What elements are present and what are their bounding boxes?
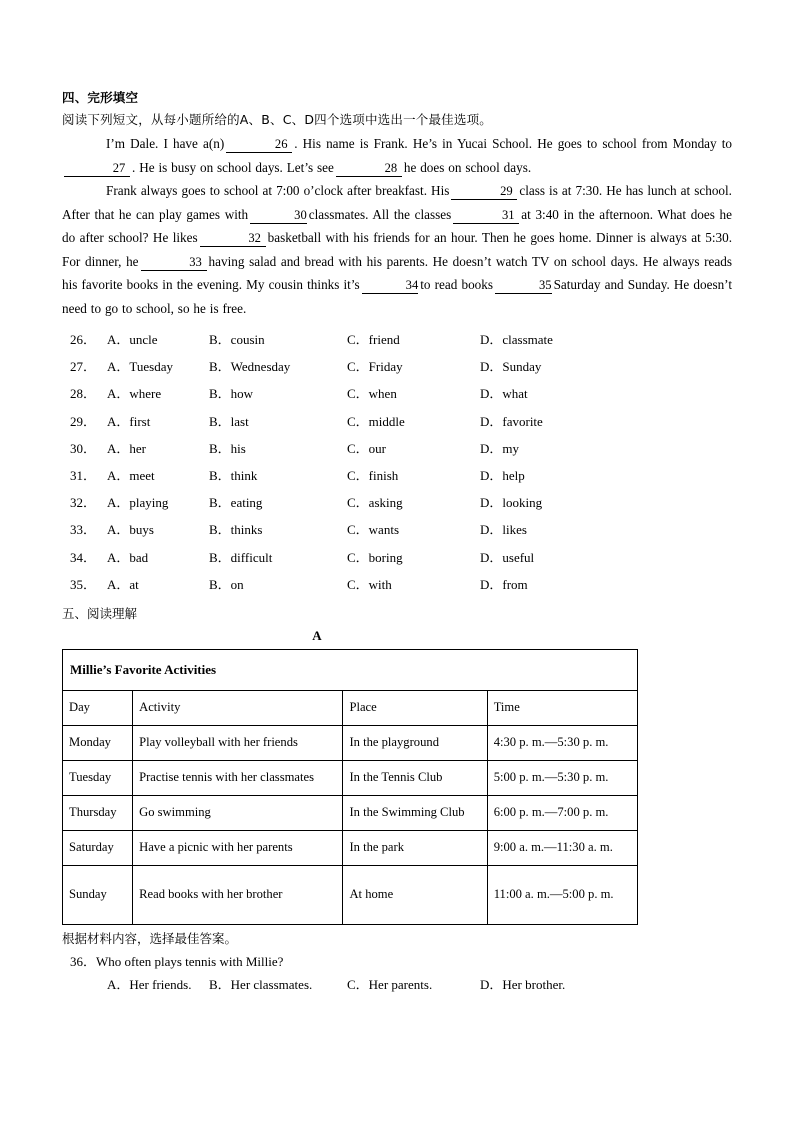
table-cell: In the Tennis Club bbox=[343, 760, 487, 795]
blank-33[interactable]: 33 bbox=[141, 254, 207, 271]
cloze-option-b[interactable]: B．how bbox=[209, 386, 254, 402]
passage-text: Saturday and Sunday. He doesn’t need to go to school, so he is free. bbox=[62, 277, 733, 316]
cloze-option-a[interactable]: A．Tuesday bbox=[107, 359, 173, 375]
passage-text: class is at 7:30. He has lunch at school. After that he can play games with bbox=[62, 183, 732, 222]
table-cell: Tuesday bbox=[63, 760, 133, 795]
cloze-option-d[interactable]: D．classmate bbox=[480, 332, 553, 347]
table-cell: Saturday bbox=[63, 830, 133, 865]
question-36-option-c[interactable]: C．Her parents. bbox=[347, 976, 433, 992]
cloze-option-a[interactable]: A．bad bbox=[107, 549, 149, 565]
page-content bbox=[62, 88, 732, 998]
cloze-question-number: 28． bbox=[70, 386, 97, 402]
cloze-option-c[interactable]: C．when bbox=[347, 386, 397, 402]
blank-31[interactable]: 31 bbox=[453, 207, 519, 224]
cloze-question-number: 33． bbox=[70, 522, 97, 538]
cloze-question-row bbox=[62, 519, 732, 546]
cloze-option-b[interactable]: B．on bbox=[209, 576, 244, 592]
cloze-option-d[interactable]: D．what bbox=[480, 386, 528, 402]
cloze-option-c[interactable]: C．with bbox=[347, 576, 392, 592]
cloze-option-a[interactable]: A．where bbox=[107, 386, 162, 402]
table-row bbox=[63, 760, 638, 795]
question-36-option-d[interactable]: D．Her brother. bbox=[480, 976, 566, 992]
blank-28[interactable]: 28 bbox=[336, 160, 402, 177]
passage-text: to read books bbox=[420, 277, 493, 292]
cloze-question-number: 34． bbox=[70, 549, 97, 565]
cloze-option-c[interactable]: C．Friday bbox=[347, 359, 403, 375]
cloze-option-a[interactable]: A．playing bbox=[107, 495, 169, 511]
table-cell: At home bbox=[343, 865, 487, 924]
cloze-paragraph-1 bbox=[62, 132, 732, 179]
table-cell: In the playground bbox=[343, 725, 487, 760]
cloze-option-b[interactable]: B．difficult bbox=[209, 549, 273, 565]
passage-text: Frank always goes to school at 7:00 o’clock after breakfast. His bbox=[106, 183, 450, 198]
passage-letter-label: A bbox=[312, 627, 322, 643]
table-cell: Monday bbox=[63, 725, 133, 760]
cloze-option-a[interactable]: A．uncle bbox=[107, 332, 158, 347]
cloze-question-row bbox=[62, 492, 732, 519]
cloze-options-list bbox=[62, 329, 732, 601]
table-column-header: Day bbox=[63, 690, 133, 725]
cloze-option-c[interactable]: C．wants bbox=[347, 522, 400, 538]
passage-text: basketball with his friends for an hour. Then he goes home. Dinner is always at 5:30. For dinner, he bbox=[62, 230, 732, 269]
cloze-question-row bbox=[62, 465, 732, 492]
cloze-option-a[interactable]: A．at bbox=[107, 576, 139, 592]
cloze-option-c[interactable]: C．asking bbox=[347, 495, 403, 511]
cloze-option-d[interactable]: D．Sunday bbox=[480, 359, 542, 375]
cloze-option-c[interactable]: C．middle bbox=[347, 413, 405, 429]
question-36-options bbox=[62, 974, 732, 998]
table-row bbox=[63, 725, 638, 760]
cloze-option-c[interactable]: C．boring bbox=[347, 549, 403, 565]
cloze-option-a[interactable]: A．first bbox=[107, 413, 151, 429]
passage-text: . He is busy on school days. Let’s see bbox=[132, 159, 334, 175]
table-cell: 4:30 p. m.—5:30 p. m. bbox=[487, 725, 637, 760]
cloze-question-number: 32． bbox=[70, 495, 97, 511]
cloze-question-row bbox=[62, 411, 732, 438]
table-column-header: Place bbox=[343, 690, 487, 725]
table-cell: Thursday bbox=[63, 795, 133, 830]
table-cell: Play volleyball with her friends bbox=[133, 725, 343, 760]
blank-29[interactable]: 29 bbox=[451, 183, 517, 200]
cloze-instruction: 阅读下列短文，从每小题所给的A、B、C、D四个选项中选出一个最佳选项。 bbox=[62, 112, 492, 127]
passage-text: he does on school days. bbox=[403, 159, 532, 175]
table-column-header: Time bbox=[487, 690, 637, 725]
cloze-question-number: 27． bbox=[70, 359, 97, 375]
cloze-option-a[interactable]: A．meet bbox=[107, 467, 155, 483]
cloze-option-d[interactable]: D．help bbox=[480, 467, 525, 483]
cloze-question-number: 35． bbox=[70, 576, 97, 592]
cloze-question-row bbox=[62, 383, 732, 410]
cloze-passage bbox=[62, 132, 732, 320]
cloze-option-b[interactable]: B．last bbox=[209, 413, 249, 429]
blank-26[interactable]: 26 bbox=[226, 136, 292, 153]
blank-35[interactable]: 35 bbox=[495, 277, 552, 294]
cloze-option-c[interactable]: C．friend bbox=[347, 332, 400, 347]
cloze-option-c[interactable]: C．our bbox=[347, 440, 387, 456]
cloze-option-b[interactable]: B．his bbox=[209, 440, 246, 456]
reading-instruction: 根据材料内容，选择最佳答案。 bbox=[62, 930, 238, 946]
passage-text: I’m Dale. I have a(n) bbox=[106, 136, 225, 151]
cloze-section-heading: 四、完形填空 bbox=[62, 90, 139, 105]
passage-text: having salad and bread with his parents. He doesn’t watch TV on school days. He always reads his favorite books in the evening. My cousin thinks it’s bbox=[62, 253, 732, 292]
table-cell: Sunday bbox=[63, 865, 133, 924]
table-cell: Practise tennis with her classmates bbox=[133, 760, 343, 795]
cloze-option-b[interactable]: B．cousin bbox=[209, 332, 265, 347]
question-36-option-a[interactable]: A．Her friends. bbox=[107, 976, 192, 992]
cloze-question-number: 30． bbox=[70, 440, 97, 456]
table-cell: Have a picnic with her parents bbox=[133, 830, 343, 865]
cloze-option-d[interactable]: D．likes bbox=[480, 522, 527, 538]
reading-section-heading: 五、阅读理解 bbox=[62, 605, 138, 621]
table-title-row bbox=[63, 649, 638, 690]
table-cell: 9:00 a. m.—11:30 a. m. bbox=[487, 830, 637, 865]
table-cell: Go swimming bbox=[133, 795, 343, 830]
table-row bbox=[63, 795, 638, 830]
question-36-stem: 36．Who often plays tennis with Millie? bbox=[70, 953, 284, 969]
table-cell: In the Swimming Club bbox=[343, 795, 487, 830]
cloze-option-d[interactable]: D．favorite bbox=[480, 413, 543, 429]
table-cell: Read books with her brother bbox=[133, 865, 343, 924]
cloze-option-c[interactable]: C．finish bbox=[347, 467, 399, 483]
table-column-header: Activity bbox=[133, 690, 343, 725]
blank-34[interactable]: 34 bbox=[362, 277, 419, 294]
table-cell: 6:00 p. m.—7:00 p. m. bbox=[487, 795, 637, 830]
cloze-option-d[interactable]: D．looking bbox=[480, 495, 543, 511]
cloze-question-row bbox=[62, 574, 732, 601]
cloze-question-row bbox=[62, 438, 732, 465]
cloze-question-row bbox=[62, 356, 732, 383]
passage-text: at 3:40 in the afternoon. What does he do after school? He likes bbox=[62, 206, 732, 245]
table-cell: 5:00 p. m.—5:30 p. m. bbox=[487, 760, 637, 795]
cloze-option-a[interactable]: A．buys bbox=[107, 522, 154, 538]
cloze-option-a[interactable]: A．her bbox=[107, 440, 146, 456]
activities-table bbox=[62, 649, 638, 925]
cloze-question-number: 29． bbox=[70, 413, 97, 429]
question-36-option-b[interactable]: B．Her classmates. bbox=[209, 976, 313, 992]
cloze-option-b[interactable]: B．thinks bbox=[209, 522, 263, 538]
table-cell: 11:00 a. m.—5:00 p. m. bbox=[487, 865, 637, 924]
cloze-option-d[interactable]: D．useful bbox=[480, 549, 535, 565]
cloze-paragraph-2 bbox=[62, 179, 732, 320]
cloze-option-b[interactable]: B．Wednesday bbox=[209, 359, 291, 375]
table-title: Millie’s Favorite Activities bbox=[63, 649, 638, 690]
blank-27[interactable]: 27 bbox=[64, 160, 130, 177]
cloze-question-number: 26． bbox=[70, 332, 97, 347]
cloze-question-row bbox=[62, 329, 732, 356]
table-row bbox=[63, 830, 638, 865]
passage-text: classmates. All the classes bbox=[308, 206, 452, 222]
table-header-row bbox=[63, 690, 638, 725]
blank-30[interactable]: 30 bbox=[250, 207, 307, 224]
table-cell: In the park bbox=[343, 830, 487, 865]
table-row bbox=[63, 865, 638, 924]
cloze-question-row bbox=[62, 547, 732, 574]
cloze-option-d[interactable]: D．from bbox=[480, 576, 528, 592]
cloze-option-b[interactable]: B．think bbox=[209, 467, 258, 483]
blank-32[interactable]: 32 bbox=[200, 230, 266, 247]
cloze-option-b[interactable]: B．eating bbox=[209, 495, 263, 511]
cloze-question-number: 31． bbox=[70, 467, 97, 483]
cloze-option-d[interactable]: D．my bbox=[480, 440, 520, 456]
passage-text: . His name is Frank. He’s in Yucai School. He goes to school from Monday to bbox=[294, 136, 732, 151]
